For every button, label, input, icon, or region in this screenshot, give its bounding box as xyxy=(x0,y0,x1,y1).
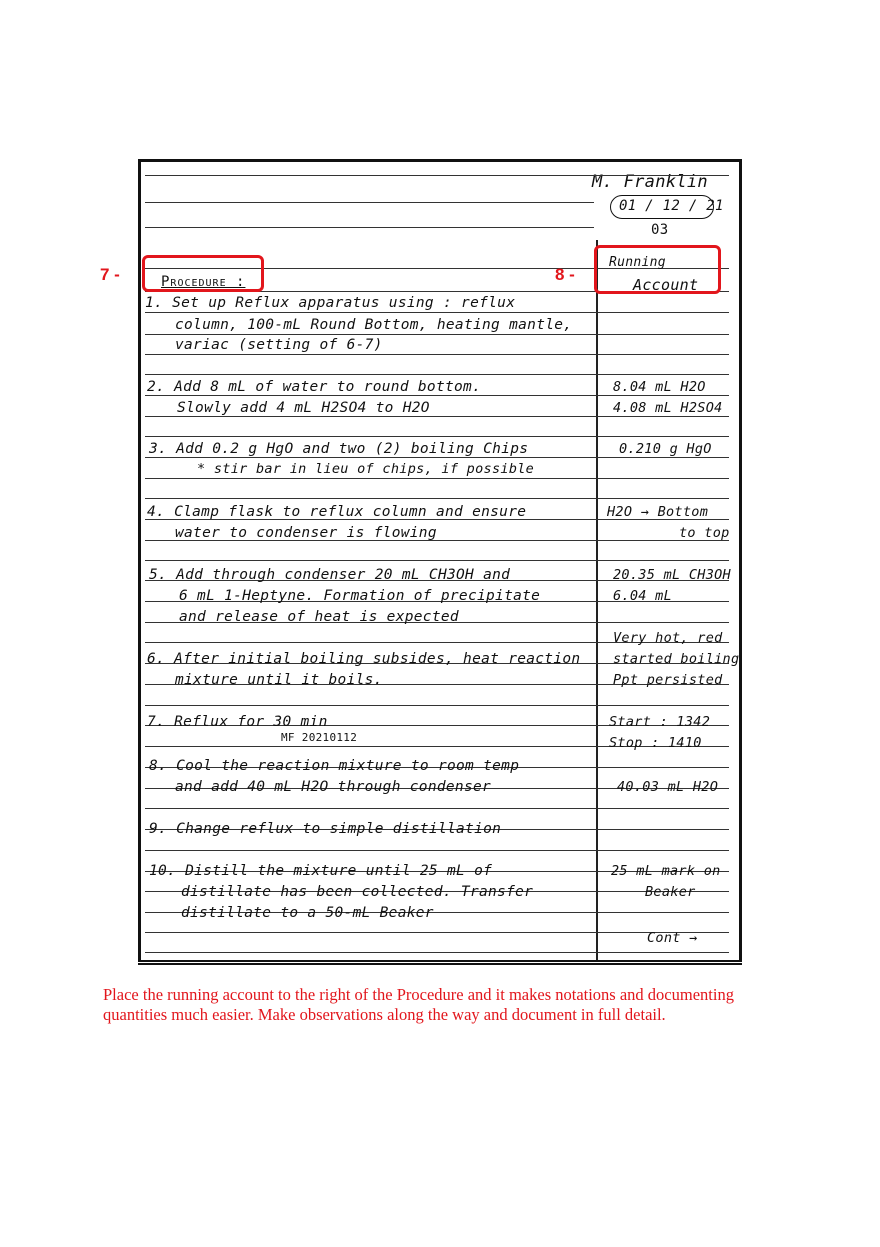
account-entry: Beaker xyxy=(645,884,696,900)
procedure-line: distillate to a 50-mL Beaker xyxy=(181,905,434,921)
procedure-line: 5. Add through condenser 20 mL CH3OH and xyxy=(149,567,511,583)
account-entry: H2O → Bottom xyxy=(607,504,709,520)
procedure-line: 10. Distill the mixture until 25 mL of xyxy=(149,863,493,879)
caption-text: Place the running account to the right of the Procedure and it makes notations and documenting quantities much easier. Make observations along the way and document in full detail. xyxy=(103,985,734,1024)
ruled-line xyxy=(145,457,729,458)
procedure-line: 6 mL 1-Heptyne. Formation of precipitate xyxy=(179,588,541,604)
procedure-line: Slowly add 4 mL H2SO4 to H2O xyxy=(177,400,430,416)
account-entry: Stop : 1410 xyxy=(609,735,702,751)
procedure-line: 3. Add 0.2 g HgO and two (2) boiling Chips xyxy=(149,441,529,457)
procedure-line: * stir bar in lieu of chips, if possible xyxy=(197,461,535,477)
account-entry: 6.04 mL xyxy=(613,588,672,604)
notebook-date: 01 / 12 / 21 xyxy=(619,198,724,214)
running-account-header-line2: Account xyxy=(633,276,699,294)
ruled-line xyxy=(145,354,729,355)
procedure-line: variac (setting of 6-7) xyxy=(175,337,383,353)
ruled-line xyxy=(145,808,729,809)
procedure-line: distillate has been collected. Transfer xyxy=(181,884,534,900)
annotation-marker-7: 7 - xyxy=(100,265,120,284)
ruled-line xyxy=(145,952,729,953)
continued-note: Cont → xyxy=(647,930,698,946)
procedure-line: 2. Add 8 mL of water to round bottom. xyxy=(147,379,482,395)
annotation-marker-8: 8 - xyxy=(555,265,575,284)
ruled-line xyxy=(145,498,729,499)
procedure-line: and release of heat is expected xyxy=(179,609,459,625)
ruled-line xyxy=(145,560,729,561)
ruled-line xyxy=(145,436,729,437)
author-name: M. Franklin xyxy=(592,172,708,192)
account-entry: 40.03 mL H2O xyxy=(617,779,719,795)
running-account-highlight-box xyxy=(594,245,721,294)
procedure-line: 6. After initial boiling subsides, heat reaction xyxy=(147,651,581,667)
ruled-line xyxy=(145,175,729,176)
ruled-line xyxy=(145,850,729,851)
procedure-line: mixture until it boils. xyxy=(175,672,383,688)
account-entry: Start : 1342 xyxy=(609,714,711,730)
ruled-line xyxy=(145,334,729,335)
procedure-line: 7. Reflux for 30 min xyxy=(147,714,328,730)
notebook-bottom-edge xyxy=(138,960,742,965)
account-entry: to top xyxy=(679,525,730,541)
procedure-line: 9. Change reflux to simple distillation xyxy=(149,821,502,837)
procedure-line: 8. Cool the reaction mixture to room temp xyxy=(149,758,520,774)
procedure-highlight-box xyxy=(142,255,264,292)
page-number: 03 xyxy=(651,222,669,238)
ruled-line xyxy=(145,312,729,313)
account-entry: started boiling xyxy=(613,651,740,667)
account-entry: Ppt persisted xyxy=(613,672,723,688)
ruled-line xyxy=(145,395,729,396)
ruled-line xyxy=(145,478,729,479)
running-account-header-line1: Running xyxy=(609,255,666,270)
procedure-line: 4. Clamp flask to reflux column and ensure xyxy=(147,504,527,520)
ruled-line xyxy=(145,416,729,417)
ruled-line xyxy=(145,202,594,203)
account-entry: Very hot, red xyxy=(613,630,723,646)
procedure-line: water to condenser is flowing xyxy=(175,525,437,541)
ruled-line xyxy=(145,705,729,706)
procedure-header: Procedure : xyxy=(161,274,246,290)
account-entry: 0.210 g HgO xyxy=(619,441,712,457)
account-entry: 25 mL mark on xyxy=(611,863,721,879)
initials-date-note: MF 20210112 xyxy=(281,731,358,744)
account-entry: 20.35 mL CH3OH xyxy=(613,567,731,583)
ruled-line xyxy=(145,374,729,375)
procedure-line: 1. Set up Reflux apparatus using : reflux xyxy=(145,295,516,311)
procedure-line: column, 100-mL Round Bottom, heating mantle, xyxy=(175,317,573,333)
account-entry: 8.04 mL H2O xyxy=(613,379,706,395)
procedure-line: and add 40 mL H2O through condenser xyxy=(175,779,492,795)
account-entry: 4.08 mL H2SO4 xyxy=(613,400,723,416)
ruled-line xyxy=(145,227,594,228)
ruled-line xyxy=(145,932,729,933)
